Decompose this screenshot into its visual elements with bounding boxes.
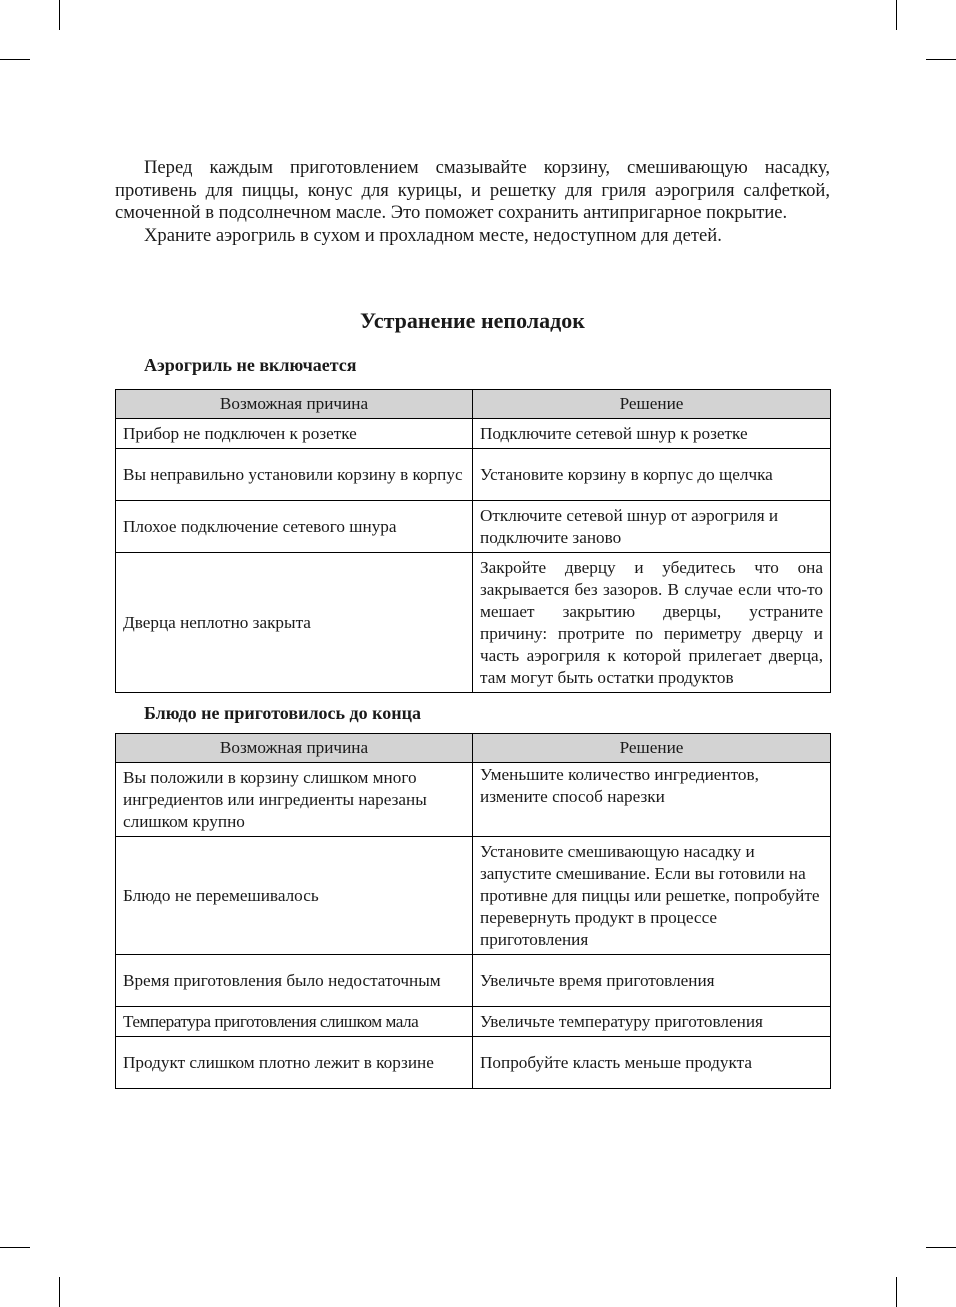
table-row (116, 1007, 831, 1037)
cause-cell: Плохое подключение сетевого шнура (116, 501, 473, 553)
table-row (116, 837, 831, 955)
solution-cell: Установите корзину в корпус до щелчка (473, 449, 831, 501)
cause-cell: Вы положили в корзину слишком много ингредиентов или ингредиенты нарезаны слишком крупно (116, 763, 473, 837)
crop-mark (59, 0, 60, 30)
cause-cell: Время приготовления было недостаточным (116, 955, 473, 1007)
intro-text (115, 157, 830, 247)
crop-mark (926, 59, 956, 60)
solution-cell: Увеличьте температуру приготовления (473, 1007, 831, 1037)
table-row (116, 419, 831, 449)
table-row (116, 763, 831, 837)
solution-cell: Увеличьте время приготовления (473, 955, 831, 1007)
cause-cell: Блюдо не перемешивалось (116, 837, 473, 955)
cause-cell: Температура приготовления слишком мала (116, 1007, 473, 1037)
intro-paragraph-care: Перед каждым приготовлением смазывайте корзину, смешивающую насадку, противень для пиццы, конус для курицы, и решетку для гриля аэрогриля салфеткой, смоченной в подсолнечном масле. Это поможет сохранить антипригарное покрытие. (115, 157, 830, 223)
troubleshooting-table-cooking (115, 733, 831, 1089)
table-row (116, 955, 831, 1007)
crop-mark (59, 1277, 60, 1307)
crop-mark (896, 1277, 897, 1307)
table1-heading: Аэрогриль не включается (144, 355, 357, 375)
cause-cell: Вы неправильно установили корзину в корпус (116, 449, 473, 501)
troubleshooting-table-power (115, 389, 831, 693)
crop-mark (896, 0, 897, 30)
solution-cell: Попробуйте класть меньше продукта (473, 1037, 831, 1089)
solution-cell: Отключите сетевой шнур от аэрогриля и подключите заново (473, 501, 831, 553)
cause-cell: Прибор не подключен к розетке (116, 419, 473, 449)
table-header-row (116, 390, 831, 419)
table-header-row (116, 734, 831, 763)
table2-heading: Блюдо не приготовилось до конца (144, 703, 422, 723)
solution-cell: Подключите сетевой шнур к розетке (473, 419, 831, 449)
intro-paragraph-storage: Храните аэрогриль в сухом и прохладном месте, недоступном для детей. (144, 224, 722, 246)
column-header-cause: Возможная причина (116, 734, 473, 763)
column-header-cause: Возможная причина (116, 390, 473, 419)
solution-cell: Уменьшите количество ингредиентов, измените способ нарезки (473, 763, 831, 837)
table-row (116, 501, 831, 553)
cause-cell: Дверца неплотно закрыта (116, 553, 473, 693)
column-header-solution: Решение (473, 734, 831, 763)
crop-mark (0, 1247, 30, 1248)
table-row (116, 1037, 831, 1089)
column-header-solution: Решение (473, 390, 831, 419)
solution-cell: Установите смешивающую насадку и запустите смешивание. Если вы готовили на противне для пиццы или решетке, попробуйте перевернуть продукт в процессе приготовления (473, 837, 831, 955)
solution-cell: Закройте дверцу и убедитесь что она закрывается без зазоров. В случае если что-то мешает закрытию дверцы, устраните причину: протрите по периметру дверцу и часть аэрогриля к которой прилегает дверца, там могут быть остатки продуктов (473, 553, 831, 693)
section-title: Устранение неполадок (360, 308, 585, 333)
table-row (116, 449, 831, 501)
crop-mark (926, 1247, 956, 1248)
cause-cell: Продукт слишком плотно лежит в корзине (116, 1037, 473, 1089)
table-row (116, 553, 831, 693)
crop-mark (0, 59, 30, 60)
